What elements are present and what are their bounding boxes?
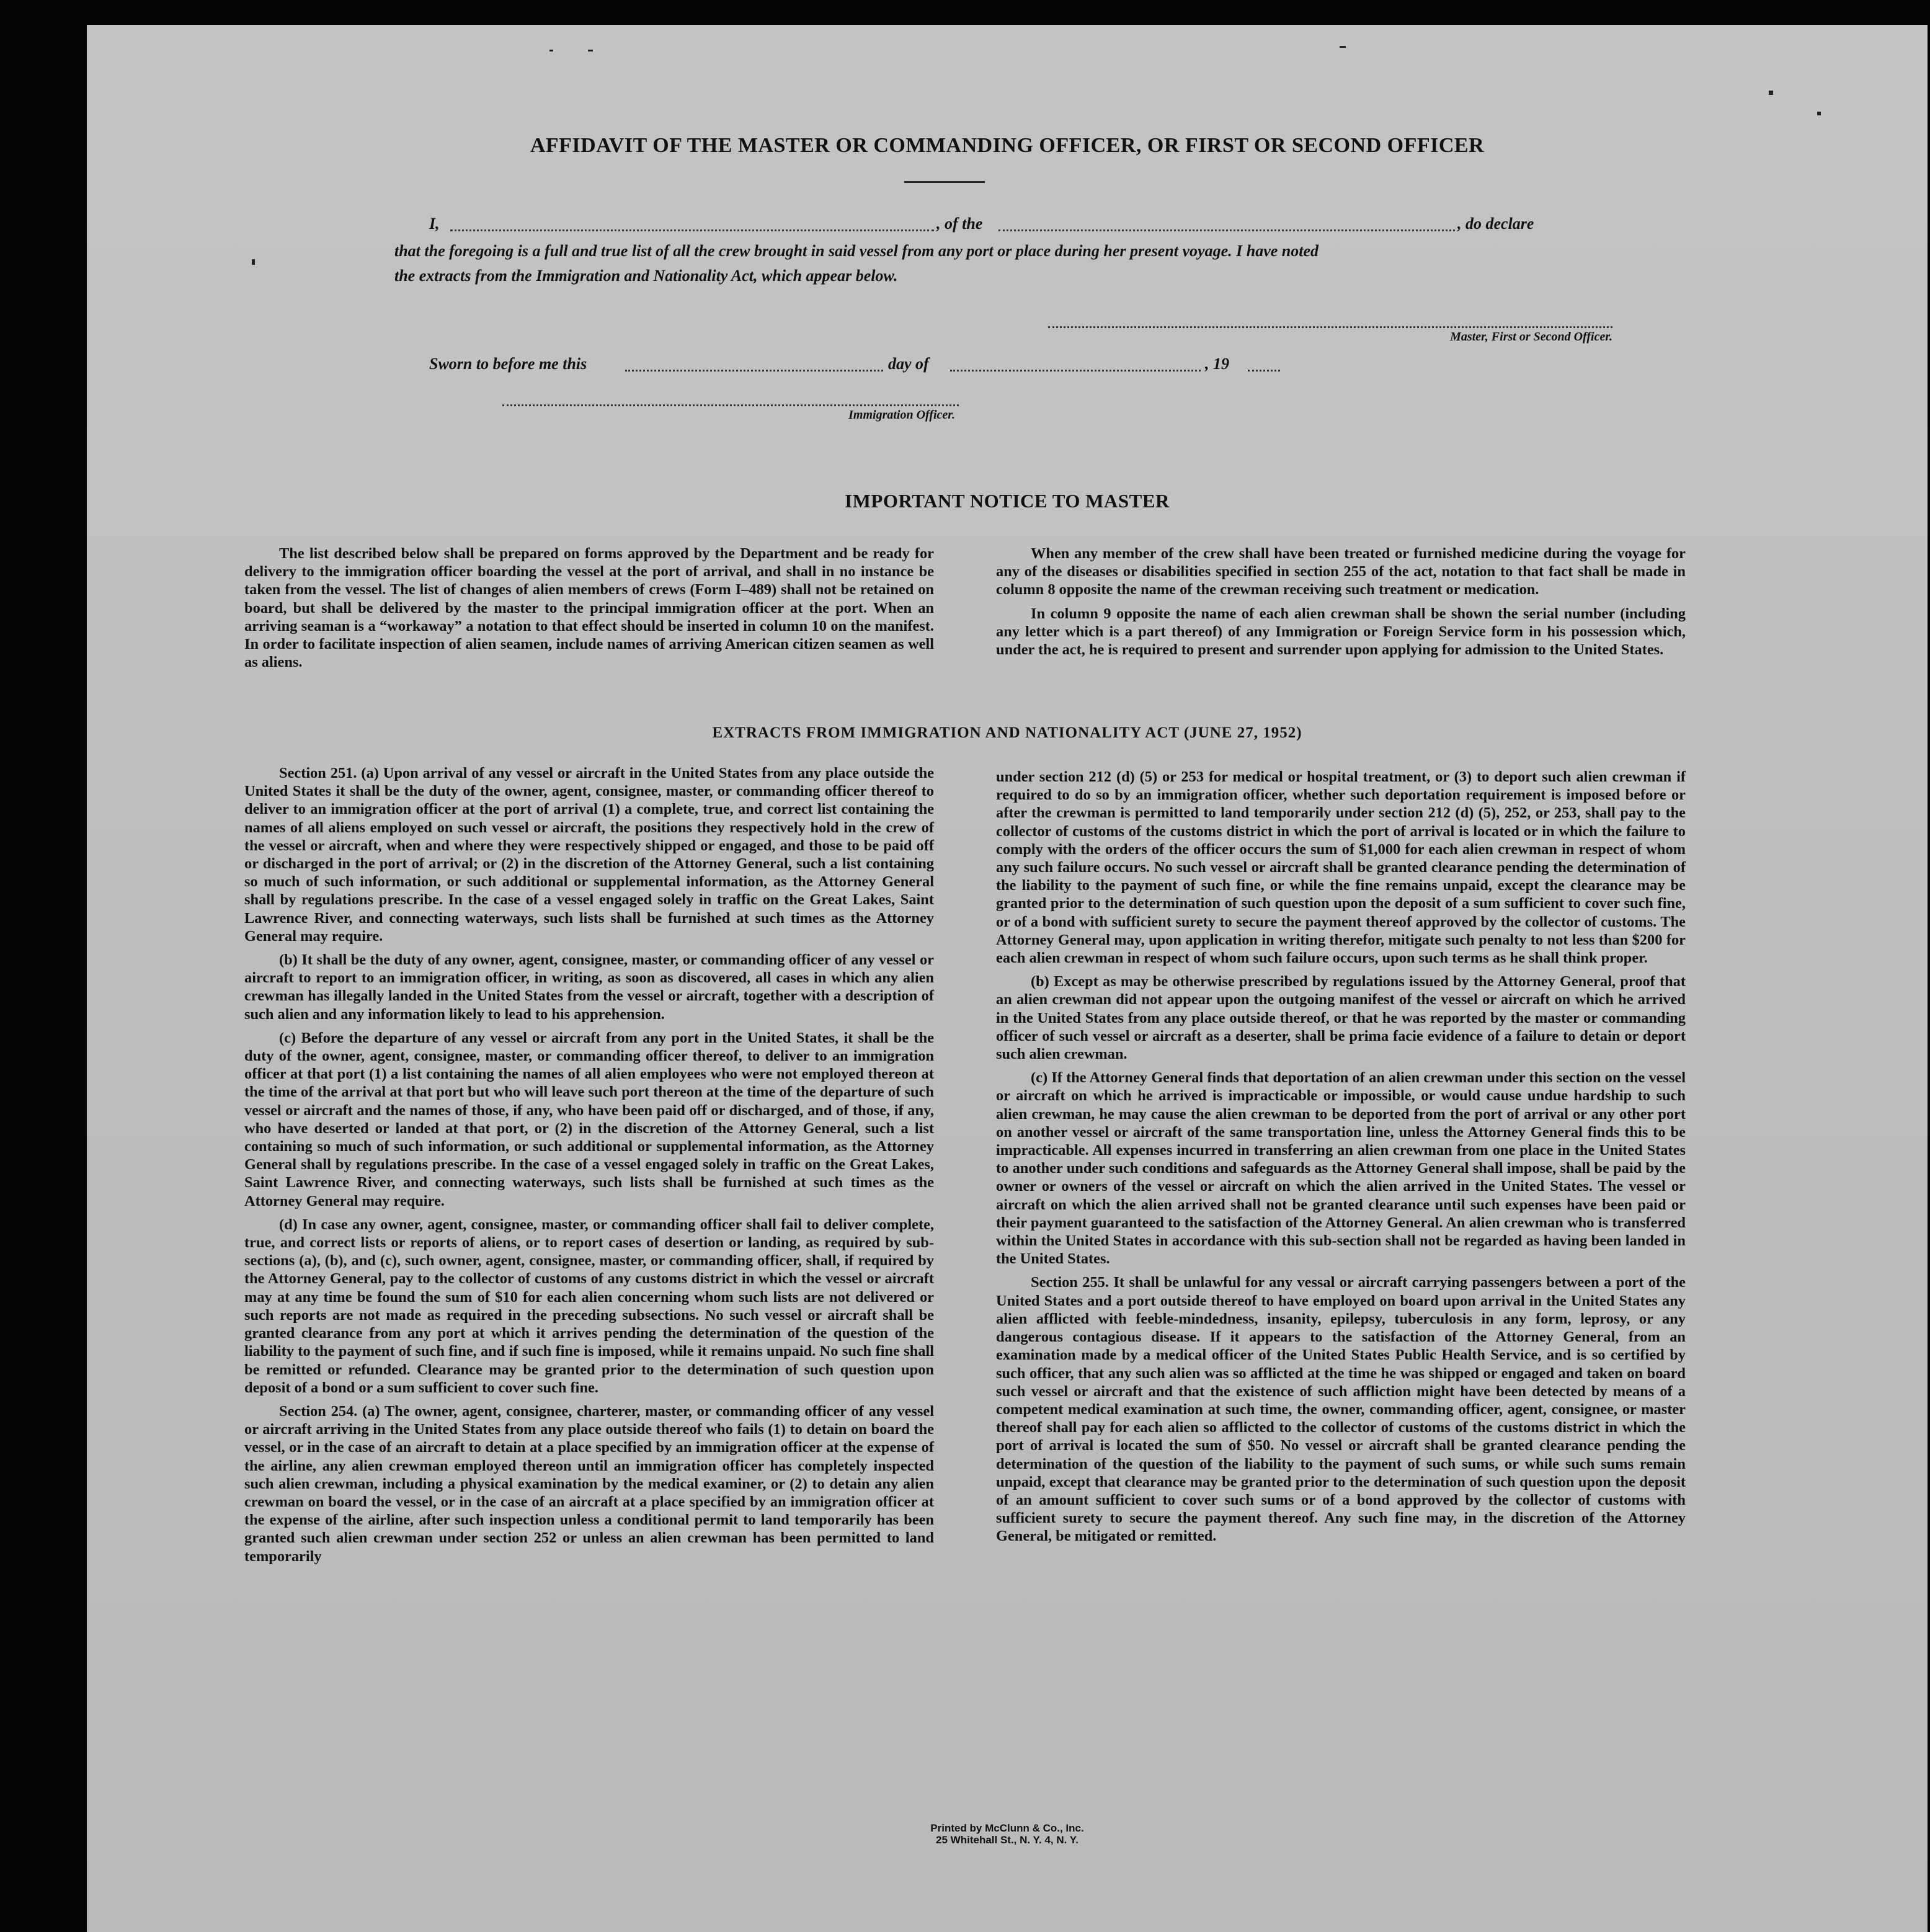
scan-speck xyxy=(1817,112,1821,115)
notice-paragraph: The list described below shall be prepared on forms approved by the Department and be ready for delivery to the immigration officer boarding the vessel at the port of arrival, and shall in no instance be taken from the vessel. The list of changes of alien members of crews (Form I–489) shall not be retained on board, but shall be delivered by the master to the principal immigration officer at the port. When an arriving seaman is a “workaway” a notation to that effect should be inserted in column 10 on the manifest. In order to facilitate inspection of alien seamen, include names of arriving American citizen seamen as well as aliens. xyxy=(244,545,934,671)
master-signature-label: Master, First or Second Officer. xyxy=(1450,330,1612,344)
form-page xyxy=(87,25,1928,1932)
extracts-right-column xyxy=(996,768,1686,1551)
printer-imprint xyxy=(87,1822,1928,1846)
sworn-year-line[interactable] xyxy=(1248,370,1280,372)
notice-paragraph: In column 9 opposite the name of each alien crewman shall be shown the serial number (including any letter which is a part thereof) of any Immigration or Foreign Service form in his possession which, under the act, he is required to present and surrender upon applying for admission to the United States. xyxy=(996,605,1686,659)
sworn-month-line[interactable] xyxy=(950,370,1201,372)
extract-paragraph: (b) It shall be the duty of any owner, agent, consignee, master, or commanding officer of any vessel or aircraft to report to an immigration officer, in writing, as soon as discovered, all cases in which any alien crewman has illegally landed in the United States from the vessel or aircraft, together with a description of such alien and any information likely to lead to his apprehension. xyxy=(244,951,934,1023)
sworn-text: Sworn to before me this xyxy=(429,355,587,373)
immigration-officer-label: Immigration Officer. xyxy=(848,408,955,422)
printer-line-2: 25 Whitehall St., N. Y. 4, N. Y. xyxy=(936,1834,1078,1846)
notice-paragraph: When any member of the crew shall have been treated or furnished medicine during the voyage for any of the diseases or disabilities specified in section 255 of the act, notation to that fact shall be made in column 8 opposite the name of the crewman receiving such treatment or medication. xyxy=(996,545,1686,599)
notice-title: IMPORTANT NOTICE TO MASTER xyxy=(845,490,1170,512)
extracts-left-column xyxy=(244,764,934,1571)
scan-speck xyxy=(1769,91,1773,95)
immigration-officer-signature-line[interactable] xyxy=(502,404,959,406)
sworn-date-line[interactable] xyxy=(625,370,883,372)
sworn-day-of: day of xyxy=(888,355,929,373)
declaration-i: I, xyxy=(429,215,440,233)
declaration-do-declare: , do declare xyxy=(1457,215,1534,233)
declaration-text-line-2: the extracts from the Immigration and Nationality Act, which appear below. xyxy=(394,267,898,285)
affidavit-title: AFFIDAVIT OF THE MASTER OR COMMANDING OFFICER, OR FIRST OR SECOND OFFICER xyxy=(530,134,1485,157)
extract-paragraph: (c) Before the departure of any vessel or aircraft from any port in the United States, it shall be the duty of the owner, agent, consignee, master, or commanding officer thereof, to deliver to an immigration officer at that port (1) a list containing the names of all alien employees who were not employed thereon at the time of the arrival at that port but who will leave such port thereon at the time of the departure of such vessel or aircraft and the names of those, if any, who have been paid off or discharged, and of those, if any, who have deserted or landed at that port, or (2) in the discretion of the Attorney General, such a list containing so much of such information, or such additional or supplemental information, as the Attorney General shall by regulations prescribe. In the case of a vessel engaged solely in traffic on the Great Lakes, Saint Lawrence River, and connecting waterways, such lists shall be furnished at such times as the Attorney General may require. xyxy=(244,1029,934,1209)
notice-right-column xyxy=(996,545,1686,664)
sworn-year: , 19 xyxy=(1205,355,1229,373)
extract-paragraph: Section 254. (a) The owner, agent, consignee, charterer, master, or commanding officer of any vessel or aircraft arriving in the United States from any place outside thereof who fails (1) to detain on board the vessel, or in the case of an aircraft to detain at a place specified by an immigration officer at the expense of the airline, any alien crewman employed thereon until an immigration officer has completely inspected such alien crewman, including a physical examination by the medical examiner, or (2) to detain any alien crewman on board the vessel, or in the case of an aircraft at a place specified by an immigration officer at the expense of the airline, after such inspection unless a conditional permit to land temporarily has been granted such alien crewman under section 252 or unless an alien crewman has been permitted to land temporarily xyxy=(244,1402,934,1565)
extracts-title: EXTRACTS FROM IMMIGRATION AND NATIONALITY ACT (JUNE 27, 1952) xyxy=(712,724,1302,741)
scan-speck xyxy=(549,50,553,51)
declaration-text-line-1: that the foregoing is a full and true list of all the crew brought in said vessel from any port or place during her present voyage. I have noted xyxy=(394,242,1319,260)
scan-speck xyxy=(1340,46,1346,48)
extract-paragraph: Section 255. It shall be unlawful for any vessal or aircraft carrying passengers between a port of the United States and a port outside thereof to have employed on board upon arrival in the United States any alien afflicted with feeble-mindedness, insanity, epilepsy, tuberculosis in any form, leprosy, or any dangerous contagious disease. If it appears to the satisfaction of the Attorney General, from an examination made by a medical officer of the United States Public Health Service, and is so certified by such officer, that any such alien was so afflicted at the time he was shipped or engaged and taken on board such vessel or aircraft and that the existence of such affliction might have been detected by means of a competent medical examination at such time, the owner, commanding officer, agent, consignee, or master thereof shall pay for each alien so afflicted to the collector of customs of the customs district in which the port of arrival is located the sum of $50. No vessel or aircraft shall be granted clearance pending the determination of the question of the liability to the payment of such sums, or while such sums remain unpaid, except that clearance may be granted prior to the determination of such question upon the deposit of an amount sufficient to cover such sums or of a bond approved by the collector of customs with sufficient surety to secure the payment thereof. Any such fine may, in the discretion of the Attorney General, be mitigated or remitted. xyxy=(996,1274,1686,1545)
declarant-name-line[interactable] xyxy=(450,229,934,231)
vessel-name-line[interactable] xyxy=(998,229,1455,231)
extract-paragraph: (c) If the Attorney General finds that deportation of an alien crewman under this section on the vessel or aircraft on which he arrived is impracticable or impossible, or would cause undue hardship to such alien crewman, he may cause the alien crewman to be deported from the port of arrival or any other port on another vessel or aircraft of the same transportation line, unless the Attorney General finds this to be impracticable. All expenses incurred in transferring an alien crewman from one place in the United States to another under such conditions and safeguards as the Attorney General shall impose, shall be paid by the owner or owners of the vessel or aircraft on which the alien arrived in the United States. The vessel or aircraft on which the alien arrived shall not be granted clearance until such expenses have been paid or their payment guaranteed to the satisfaction of the Attorney General. An alien crewman who is transferred within the United States in accordance with this sub-section shall not be regarded as having been landed in the United States. xyxy=(996,1069,1686,1268)
scan-speck xyxy=(252,259,255,265)
extract-paragraph: (d) In case any owner, agent, consignee, master, or commanding officer shall fail to deliver complete, true, and correct lists or reports of aliens, or to report cases of desertion or landing, as required by sub-sections (a), (b), and (c), such owner, agent, consignee, master, or commanding officer, shall, if required by the Attorney General, pay to the collector of customs of any customs district in which the vessel or aircraft may at any time be found the sum of $10 for each alien concerning whom such lists are not delivered or such reports are not made as required in the preceding subsections. No such vessel or aircraft shall be granted clearance from any port at which it arrives pending the determination of the question of the liability to the payment of such fine, and if such fine is imposed, while it remains unpaid. No such fine shall be remitted or refunded. Clearance may be granted prior to the determination of such question upon deposit of a bond or a sum sufficient to cover such fine. xyxy=(244,1216,934,1396)
extract-paragraph: (b) Except as may be otherwise prescribed by regulations issued by the Attorney General, proof that an alien crewman did not appear upon the outgoing manifest of the vessel or aircraft on which he arrived in the United States from any place outside thereof, or that he was reported by the master or commanding officer of such vessel or aircraft as a deserter, shall be prima facie evidence of a failure to detain or deport such alien crewman. xyxy=(996,973,1686,1063)
scan-speck xyxy=(588,50,593,51)
extract-paragraph: under section 212 (d) (5) or 253 for medical or hospital treatment, or (3) to deport such alien crewman if required to do so by an immigration officer, whether such deportation requirement is imposed before or after the crewman is permitted to land temporarily under section 212 (d) (5), 252, or 253, shall pay to the collector of customs of the customs district in which the port of arrival is located or in which the failure to comply with the orders of the officer occurs the sum of $1,000 for each alien crewman in respect of whom any such failure occurs. No such vessel or aircraft shall be granted clearance pending the determination of the liability to the payment of such fine, or while the fine remains unpaid, except the clearance may be granted prior to the determination of such question upon the deposit of a sum sufficient to cover such fine, or of a bond with sufficient surety to secure the payment thereof approved by the collector of customs. The Attorney General may, upon application in writing therefor, mitigate such penalty to not less than $200 for each alien crewman in respect of whom such failure occurs, upon such terms as he shall think proper. xyxy=(996,768,1686,967)
master-signature-line[interactable] xyxy=(1048,326,1612,328)
title-divider xyxy=(904,181,985,183)
extract-paragraph: Section 251. (a) Upon arrival of any vessel or aircraft in the United States from any place outside the United States it shall be the duty of the owner, agent, consignee, master, or commanding officer thereof to deliver to an immigration officer at the port of arrival (1) a complete, true, and correct list containing the names of all aliens employed on such vessel or aircraft, the positions they respectively hold in the crew of the vessel or aircraft, when and where they were respectively shipped or engaged, and those to be paid off or discharged in the port of arrival; or (2) in the discretion of the Attorney General, such a list containing so much of such information, or such additional or supplemental information, as the Attorney General shall by regulations prescribe. In the case of a vessel engaged solely in traffic on the Great Lakes, Saint Lawrence River, and connecting waterways, such lists shall be furnished at such times as the Attorney General may require. xyxy=(244,765,934,945)
declaration-of-the: , of the xyxy=(936,215,983,233)
printer-line-1: Printed by McClunn & Co., Inc. xyxy=(930,1822,1084,1834)
notice-left-column xyxy=(244,545,934,677)
